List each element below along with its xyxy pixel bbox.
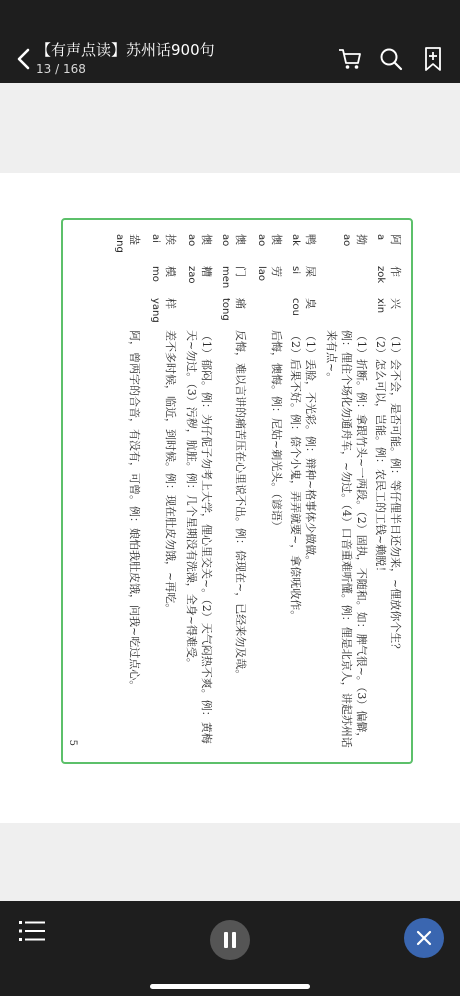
menu-list-icon [18, 919, 46, 943]
content-frame [61, 218, 413, 764]
close-audio-button[interactable] [404, 918, 444, 958]
headword: 鸭 ak [290, 234, 317, 246]
entry-ang [112, 234, 142, 750]
headword: 拗 ao [341, 234, 368, 247]
definition: （1）丢脸，不光彩。例：辩种~格事体少做做。 （2）后果不好。例：倷个小鬼，弄弄就要~，拿倷呒收作。 [289, 330, 317, 622]
definition: （1）折断。例：拿跟竹头~一两段。（2）固执，不随和。如：脾气很~。（3）偏僻，例：俚住个场化勿通舟车，~勿过。（4）口音重难听懂。例：俚是北京人，讲起苏州话来有点~。 [325, 330, 368, 748]
cart-icon [338, 48, 362, 70]
headword: 懊 ao [186, 234, 213, 247]
definition: （1）会不会，是否可能。例：等仔俚半日还勿来，~俚放你个生？ （2）怎么可以，岂能。例：农民工的工钱~赖脱！ [374, 330, 402, 655]
page-number: 5 [67, 739, 78, 746]
back-icon [16, 48, 30, 70]
search-icon [379, 47, 403, 71]
headword: 阿 a [375, 234, 402, 245]
page-indicator: 13 / 168 [36, 62, 86, 76]
bottom-bar [0, 901, 460, 996]
definition: 阿，曾两字的合音，有没有，可曾。例：娘怕我肚皮饿，问我~吃过点心。 [128, 330, 141, 692]
rotated-page-content [61, 220, 413, 766]
contents-menu-button[interactable] [18, 919, 46, 945]
bookmark-add-icon [424, 47, 442, 71]
back-button[interactable] [10, 44, 36, 74]
definition: （1）郁闷。例：为仔伲子勿考上大学，俚心里交关~。（2）天气闷热不爽。例：黄梅天~勿过。（3）污秽，肮脏。例：几个星期没有洗澡，全身~得难受。 [185, 330, 213, 744]
headword: 挨 ai [150, 234, 177, 245]
top-bar [0, 0, 460, 83]
page-margin-bottom [0, 823, 460, 901]
entry-ao-zao: 懊 ao 糟 zao （1）郁闷。例：为仔伲子勿考上大学，俚心里交关~。（2）天气闷热不爽。例：黄梅天~勿过。（3）污秽，肮脏。例：几个星期没有洗澡，全身~得难受。 [184, 234, 214, 750]
definition: 反悔，难以言讲的痛苦压在心里说不出。例：倷现在~，已经来勿及哉。 [234, 330, 247, 681]
book-page[interactable] [0, 173, 460, 823]
entry-ak-si-cou: 鸭 ak 屎 si 臭 cou （1）丢脸，不光彩。例：辩种~格事体少做做。 （2）后果不好。例：倷个小鬼，弄弄就要~，拿倷呒收作。 [288, 234, 318, 750]
pause-button[interactable] [210, 920, 250, 960]
book-title: 【有声点读】苏州话900句 [36, 41, 215, 59]
headword: 盎 ang [114, 234, 141, 253]
page-margin-top [0, 83, 460, 173]
pause-icon [223, 932, 237, 948]
entry-ai-mo-yang: 挨 ai 模 mo 样 yang 差不多时候，临近，到时候。例：现在肚皮勿饿，~再吃。 [148, 234, 178, 750]
definition: 差不多时候，临近，到时候。例：现在肚皮勿饿，~再吃。 [164, 330, 177, 615]
headword: 懊 ao [256, 234, 283, 247]
entry-ao [324, 234, 369, 750]
entry-ao-men-tong: 懊 ao 门 men 痛 tong 反悔，难以言讲的痛苦压在心里说不出。例：倷现在~，已经来勿及哉。 [218, 234, 248, 750]
search-button[interactable] [378, 46, 404, 72]
headword: 懊 ao [220, 234, 247, 247]
entry-ao-lao: 懊 ao 劳 lao 后悔，懊悔。例：尼姑~剃光头。（谚语） [254, 234, 284, 750]
home-indicator[interactable] [150, 984, 310, 989]
cart-button[interactable] [337, 46, 363, 72]
definition: 后悔，懊悔。例：尼姑~剃光头。（谚语） [270, 330, 283, 532]
close-icon [416, 930, 432, 946]
entry-a-zok-xin: 阿 a 作 zok 兴 xin （1）会不会，是否可能。例：等仔俚半日还勿来，~俚放你个生？ （2）怎么可以，岂能。例：农民工的工钱~赖脱！ [373, 234, 403, 750]
bookmark-button[interactable] [420, 46, 446, 72]
